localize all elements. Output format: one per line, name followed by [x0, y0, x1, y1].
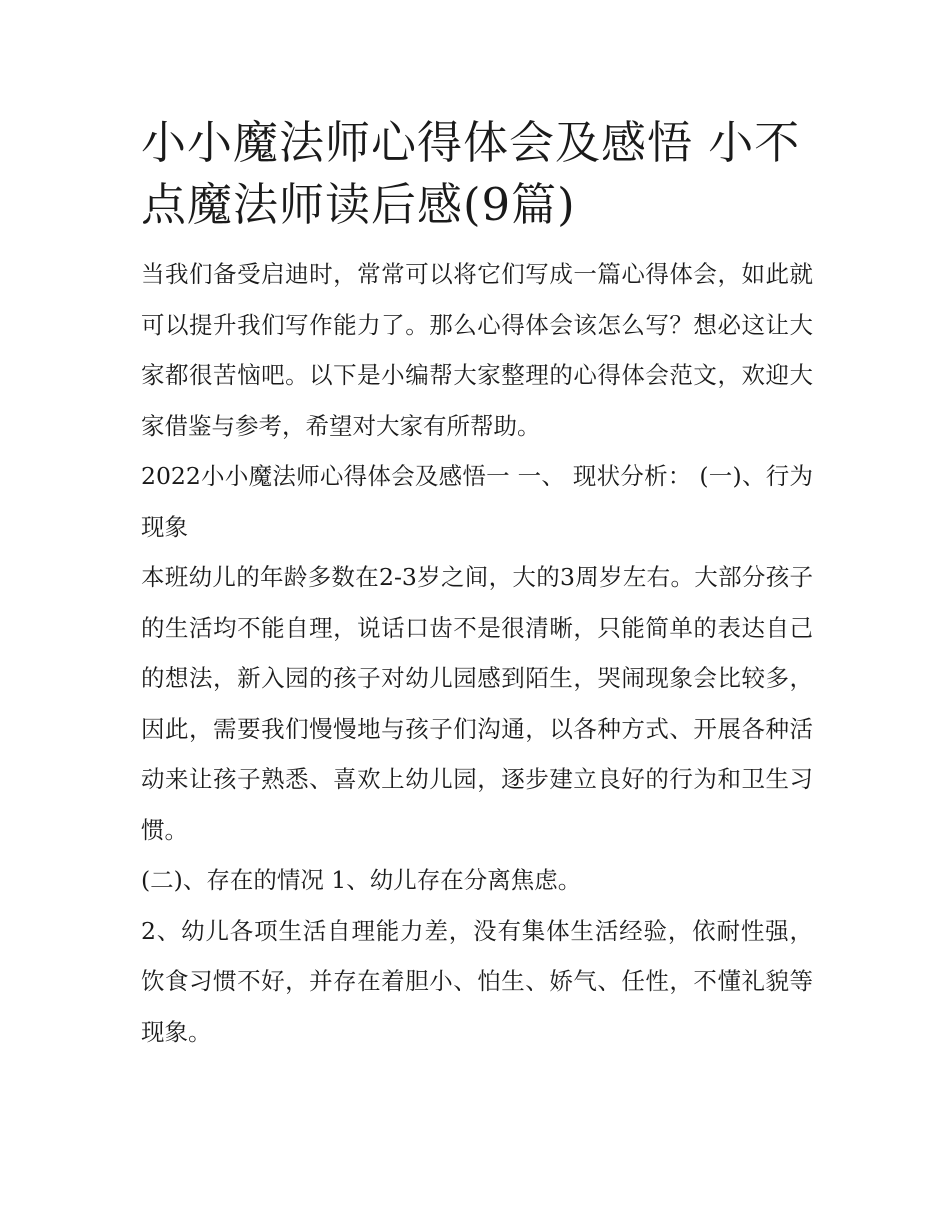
- document-title: 小小魔法师心得体会及感悟 小不点魔法师读后感(9篇): [141, 116, 801, 231]
- document-page: [141, 112, 813, 1057]
- paragraph-existing-situation: (二)、存在的情况 1、幼儿存在分离焦虑。: [141, 866, 582, 894]
- paragraph-class-situation: 本班幼儿的年龄多数在2-3岁之间，大的3周岁左右。大部分孩子的生活均不能自理，说话口齿不是很清晰，只能简单的表达自己的想法，新入园的孩子对幼儿园感到陌生，哭闹现象会比较多，因此，需要我们慢慢地与孩子们沟通，以各种方式、开展各种活动来让孩子熟悉、喜欢上幼儿园，逐步建立良好的行为和卫生习惯。: [141, 563, 813, 844]
- paragraph-intro: 当我们备受启迪时，常常可以将它们写成一篇心得体会，如此就可以提升我们写作能力了。那么心得体会该怎么写？想必这让大家都很苦恼吧。以下是小编帮大家整理的心得体会范文，欢迎大家借鉴与参考，希望对大家有所帮助。: [141, 260, 813, 440]
- paragraph-self-care: 2、幼儿各项生活自理能力差，没有集体生活经验，依耐性强，饮食习惯不好，并存在着胆小、怕生、娇气、任性，不懂礼貌等现象。: [141, 916, 813, 1046]
- paragraph-section-heading: 2022小小魔法师心得体会及感悟一 一、 现状分析： (一)、行为现象: [141, 462, 813, 541]
